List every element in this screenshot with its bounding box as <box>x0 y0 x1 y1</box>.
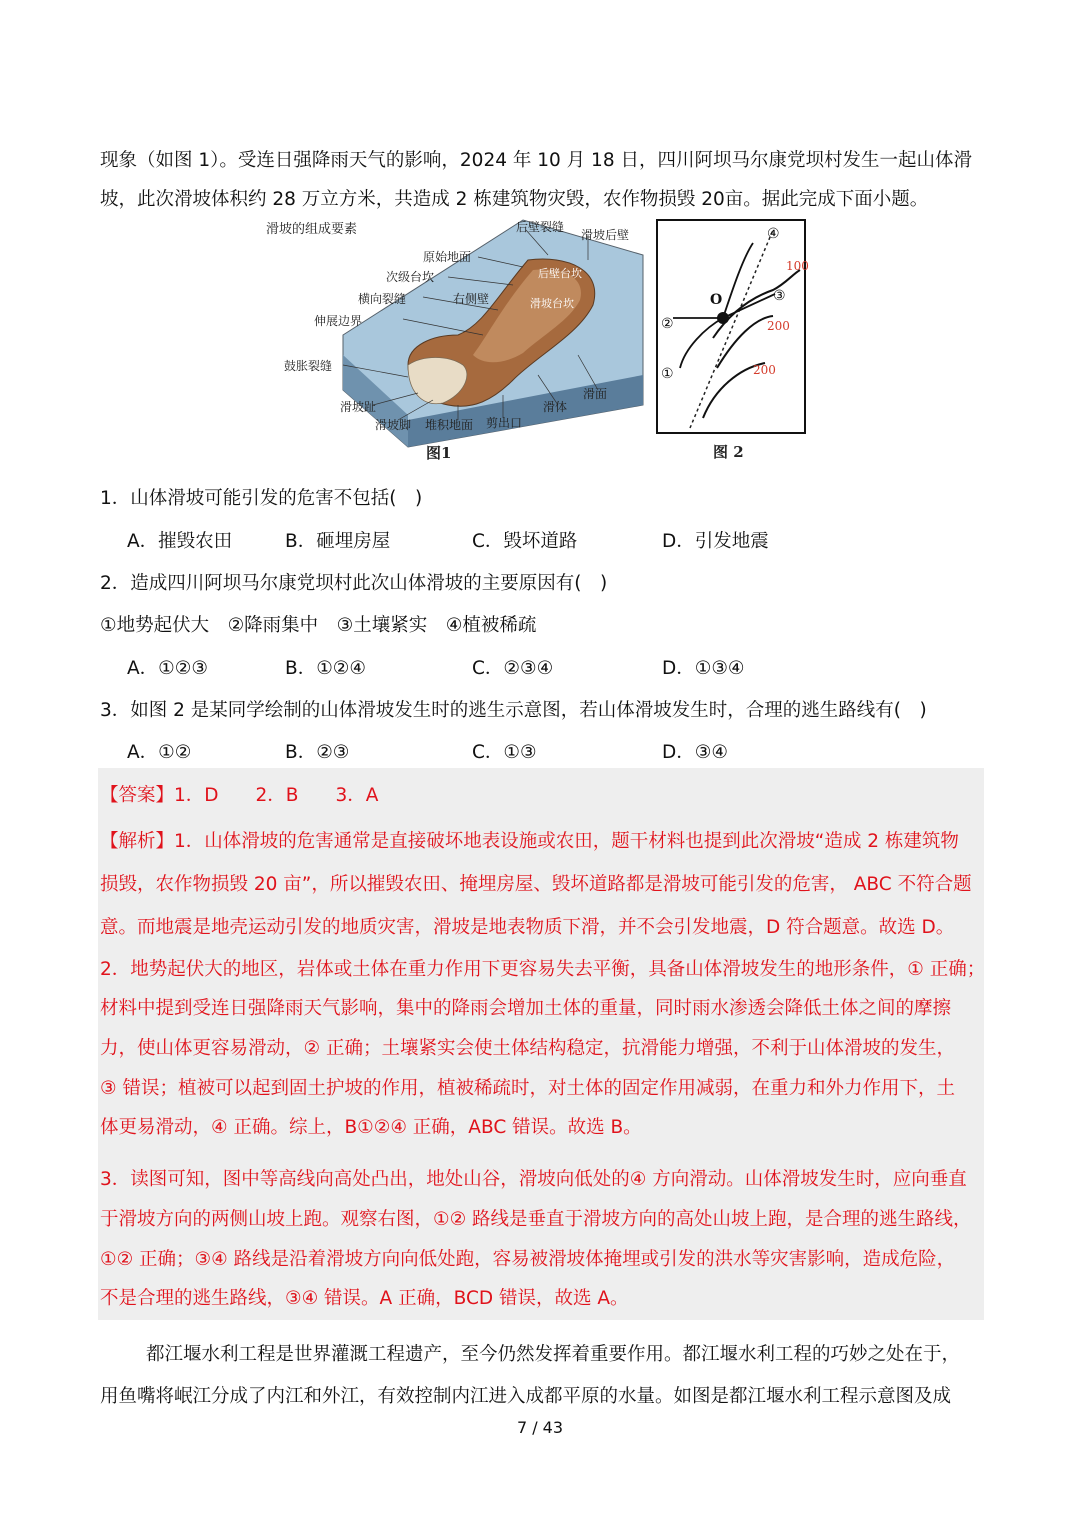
q3-option-a: A．①② <box>127 742 192 763</box>
answer-line <box>100 781 378 807</box>
answer-label: 【答案】 <box>100 785 175 806</box>
next-section-line-1: 都江堰水利工程是世界灌溉工程遗产，至今仍然发挥着重要作用。都江堰水利工程的巧妙之处在于， <box>146 1344 961 1365</box>
route-1-label: ① <box>661 366 674 382</box>
q3-option-d: D．③④ <box>662 742 728 763</box>
analysis-line-10: 于滑坡方向的两侧山坡上跑。观察右图，①② 路线是垂直于滑坡方向的高处山坡上跑，是合理的逃生路线， <box>100 1209 972 1230</box>
q1-option-b: B．砸埋房屋 <box>285 531 391 552</box>
analysis-line-2: 损毁，农作物损毁 20 亩”，所以摧毁农田、掩埋房屋、毁坏道路都是滑坡可能引发的危害， ABC 不符合题 <box>100 874 972 895</box>
analysis-text-1: 1．山体滑坡的危害通常是直接破坏地表设施或农田，题干材料也提到此次滑坡“造成 2 栋建筑物 <box>174 831 959 852</box>
page-number: 7 / 43 <box>516 1418 564 1437</box>
label-you-cebi: 右侧壁 <box>453 292 490 306</box>
label-huamian: 滑面 <box>583 387 608 401</box>
label-huapo-zhi: 滑坡趾 <box>340 400 377 414</box>
point-o-label: O <box>710 292 723 308</box>
analysis-line-7: ③ 错误；植被可以起到固土护坡的作用，植被稀疏时，对土体的固定作用减弱，在重力和外力作用下，土 <box>100 1078 955 1099</box>
label-houbi-liefeng: 后壁裂缝 <box>516 220 565 234</box>
route-4-label: ④ <box>767 226 780 242</box>
label-yuanshi-dimian: 原始地面 <box>423 250 472 264</box>
label-shenzhan-bianjie: 伸展边界 <box>314 314 363 328</box>
question-3-stem: 3．如图 2 是某同学绘制的山体滑坡发生时的逃生示意图，若山体滑坡发生时，合理的逃生路线有( ) <box>100 700 927 721</box>
question-2-items: ①地势起伏大 ②降雨集中 ③土壤紧实 ④植被稀疏 <box>100 615 537 636</box>
q2-option-c: C．②③④ <box>472 658 554 679</box>
analysis-line-6: 力，使山体更容易滑动，② 正确；土壤紧实会使土体结构稳定，抗滑能力增强，不利于山体滑坡的发生， <box>100 1038 955 1059</box>
analysis-line-1 <box>100 827 959 853</box>
analysis-label: 【解析】 <box>100 831 175 852</box>
q2-option-d: D．①③④ <box>662 658 745 679</box>
figure-1-landslide-diagram <box>258 215 648 465</box>
label-huati: 滑体 <box>543 400 568 414</box>
analysis-line-9: 3．读图可知，图中等高线向高处凸出，地处山谷，滑坡向低处的④ 方向滑动。山体滑坡发生时，应向垂直 <box>100 1169 967 1190</box>
label-jian-chukou: 剪出口 <box>486 416 523 430</box>
contour-label-200-b: 200 <box>753 363 776 377</box>
q3-option-b: B．②③ <box>285 742 350 763</box>
analysis-line-4: 2．地势起伏大的地区，岩体或土体在重力作用下更容易失去平衡，具备山体滑坡发生的地形条件，① 正确； <box>100 959 986 980</box>
label-ciji-taikan: 次级台坎 <box>386 270 435 284</box>
contour-label-200-a: 200 <box>767 319 790 333</box>
question-2-stem: 2．造成四川阿坝马尔康党坝村此次山体滑坡的主要原因有( ) <box>100 573 608 594</box>
figure-2-escape-route-diagram <box>655 218 815 463</box>
label-huapo-taikan: 滑坡台坎 <box>530 297 574 310</box>
q1-option-c: C．毁坏道路 <box>472 531 578 552</box>
label-houbi-taikan: 后壁台坎 <box>538 267 582 280</box>
contour-label-100: 100 <box>786 259 809 273</box>
next-section-line-2: 用鱼嘴将岷江分成了内江和外江，有效控制内江进入成都平原的水量。如图是都江堰水利工程示意图及成 <box>100 1386 952 1407</box>
figure-2-caption: 图 2 <box>713 443 744 461</box>
q3-option-c: C．①③ <box>472 742 537 763</box>
q2-option-a: A．①②③ <box>127 658 208 679</box>
label-guzhang-liefeng: 鼓胀裂缝 <box>284 359 333 373</box>
q2-option-b: B．①②④ <box>285 658 366 679</box>
intro-line-2: 坡，此次滑坡体积约 28 万立方米，共造成 2 栋建筑物灾毁，农作物损毁 20亩。据此完成下面小题。 <box>100 189 929 210</box>
analysis-line-12: 不是合理的逃生路线，③④ 错误。A 正确，BCD 错误，故选 A。 <box>100 1288 629 1309</box>
intro-line-1: 现象（如图 1）。受连日强降雨天气的影响，2024 年 10 月 18 日，四川阿坝马尔康党坝村发生一起山体滑 <box>100 150 972 171</box>
analysis-line-11: ①② 正确；③④ 路线是沿着滑坡方向向低处跑，容易被滑坡体掩埋或引发的洪水等灾害影响，造成危险， <box>100 1249 956 1270</box>
label-duiji-dimian: 堆积地面 <box>425 418 474 432</box>
fig1-title: 滑坡的组成要素 <box>266 222 358 237</box>
q1-option-a: A．摧毁农田 <box>127 531 233 552</box>
question-1-stem: 1．山体滑坡可能引发的危害不包括( ) <box>100 488 423 509</box>
label-hengxiang-liefeng: 横向裂缝 <box>358 292 407 306</box>
route-2-label: ② <box>661 316 674 332</box>
analysis-line-8: 体更易滑动，④ 正确。综上，B①②④ 正确，ABC 错误。故选 B。 <box>100 1117 642 1138</box>
analysis-line-3: 意。而地震是地壳运动引发的地质灾害，滑坡是地表物质下滑，并不会引发地震，D 符合题意。故选 D。 <box>100 917 955 938</box>
q1-option-d: D．引发地震 <box>662 531 769 552</box>
analysis-line-5: 材料中提到受连日强降雨天气影响，集中的降雨会增加土体的重量，同时雨水渗透会降低土体之间的摩擦 <box>100 998 952 1019</box>
route-3-label: ③ <box>773 288 786 304</box>
label-huapo-jiao: 滑坡脚 <box>375 418 412 432</box>
answer-text: 1．D 2．B 3．A <box>174 785 379 806</box>
label-huapo-houbi: 滑坡后壁 <box>581 228 630 242</box>
figure-1-caption: 图1 <box>426 444 452 462</box>
